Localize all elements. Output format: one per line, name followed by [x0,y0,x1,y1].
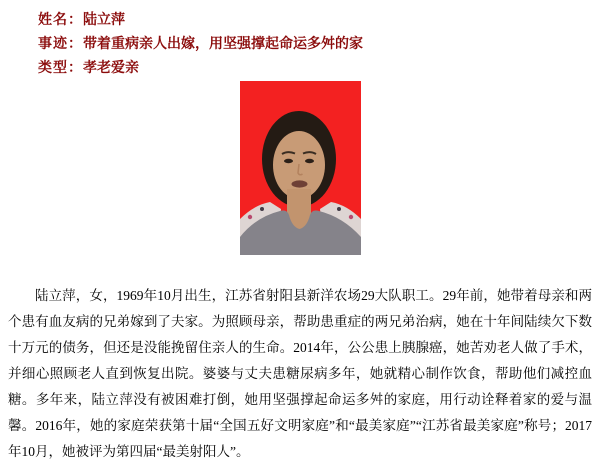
profile-meta [0,0,600,81]
portrait-photo-svg [240,81,361,255]
portrait-photo [240,81,361,255]
meta-row-name [38,9,600,33]
mouth [291,180,307,187]
type-value: 孝老爱亲 [83,61,139,76]
name-value: 陆立萍 [83,13,125,28]
left-eye [284,159,293,163]
type-label: 类型： [38,61,83,76]
meta-row-deeds [38,33,600,57]
right-eye [305,159,314,163]
deeds-value: 带着重病亲人出嫁，用坚强撑起命运多舛的家 [83,37,363,52]
name-label: 姓名： [38,13,83,28]
meta-row-type [38,57,600,81]
deeds-label: 事迹： [38,37,83,52]
biography-text: 陆立萍，女，1969年10月出生，江苏省射阳县新洋农场29大队职工。29年前，她带着母亲和两个患有血友病的兄弟嫁到了夫家。为照顾母亲，帮助患重症的两兄弟治病，她在十年间陆续欠下数十万元的债务，但还是没能挽留住亲人的生命。2014年，公公患上胰腺癌，她苦劝老人做了手术，并细心照顾老人直到恢复出院。婆婆与丈夫患糖尿病多年，她就精心制作饮食，帮助他们减控血糖。多年来，陆立萍没有被困难打倒，她用坚强撑起命运多舛的家庭，用行动诠释着家的爱与温馨。2016年，她的家庭荣获第十届“全国五好文明家庭”和“最美家庭”“江苏省最美家庭”称号；2017年10月，她被评为第四届“最美射阳人”。 [8,288,592,459]
